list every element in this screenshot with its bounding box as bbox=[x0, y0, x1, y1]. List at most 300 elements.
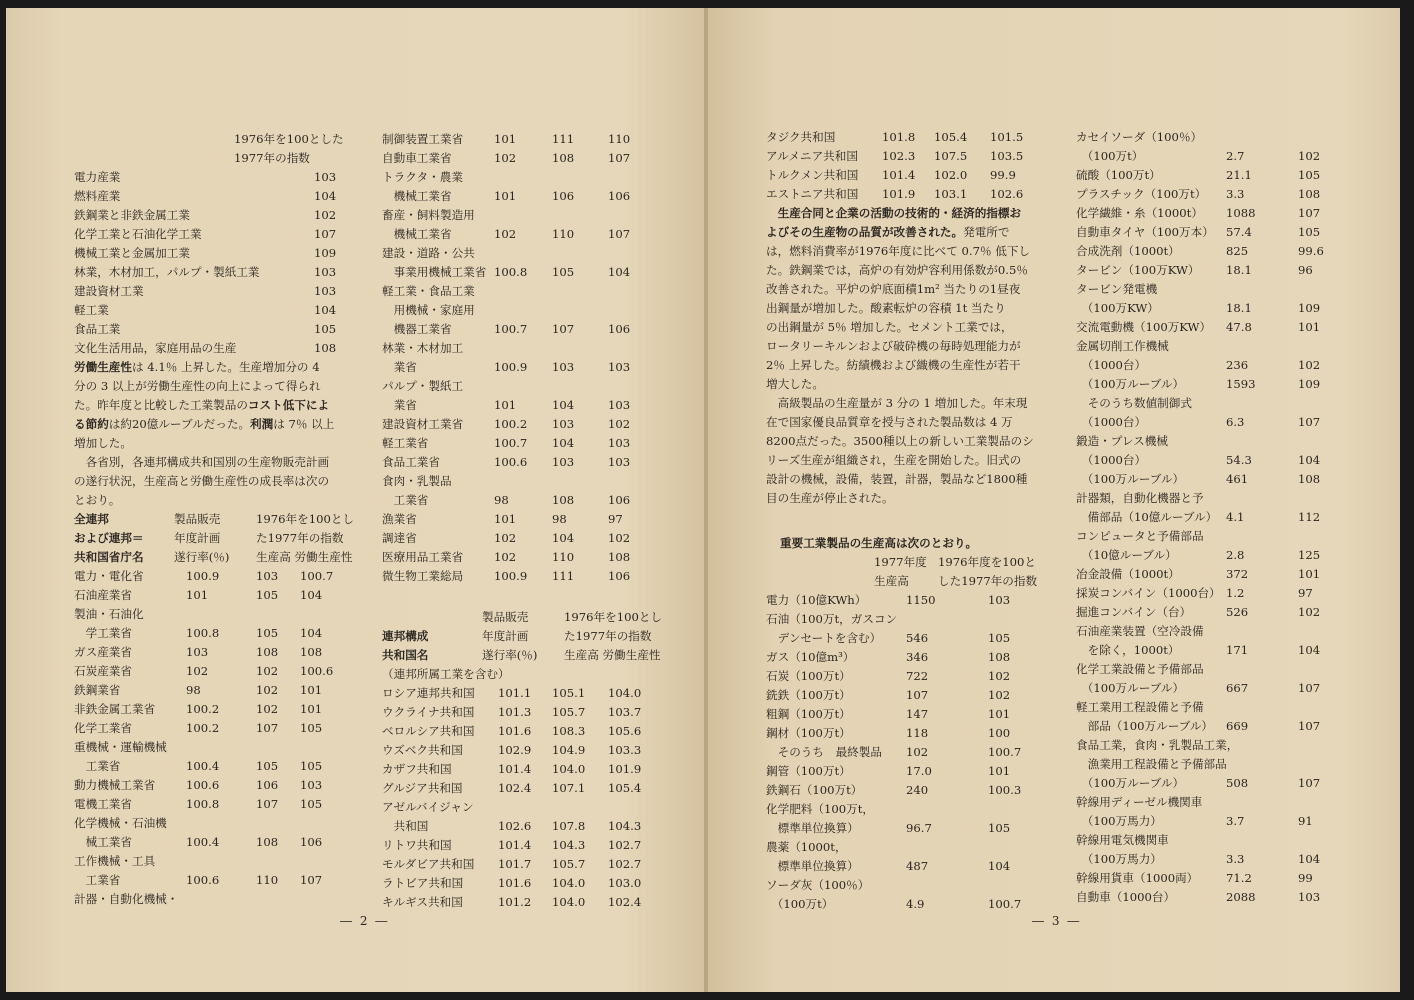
product-row bbox=[1076, 185, 1396, 204]
row-value: 101.9 bbox=[882, 187, 916, 201]
table-row bbox=[382, 548, 702, 567]
row-label: 部品（100万ルーブル） bbox=[1076, 719, 1214, 733]
row-label: 事業用機械工業省 bbox=[382, 265, 487, 279]
table-row bbox=[382, 282, 702, 301]
row-value: 108 bbox=[608, 550, 631, 564]
product-row bbox=[1076, 546, 1396, 565]
text-span: た。鉄鋼業では，高炉の有効炉容利用係数が0.5％ bbox=[766, 263, 1028, 277]
row-label: 機械工業と金属加工業 bbox=[74, 246, 190, 260]
text-span: 8200点だった。3500種以上の新しい工業製品のシ bbox=[766, 434, 1034, 448]
row-value: 105 bbox=[256, 588, 279, 602]
row-value: 106 bbox=[608, 569, 631, 583]
header-cell: 遂行率(％) bbox=[482, 648, 538, 662]
row-label: （100万KW） bbox=[1076, 301, 1159, 315]
product-row bbox=[1076, 261, 1396, 280]
table-row bbox=[382, 320, 702, 339]
row-value: 103 bbox=[552, 417, 575, 431]
row-value: 21.1 bbox=[1226, 168, 1252, 182]
row-value: 101.6 bbox=[498, 724, 532, 738]
index-row bbox=[74, 225, 394, 244]
table-row bbox=[382, 529, 702, 548]
row-label: 化学工業と石油化学工業 bbox=[74, 227, 202, 241]
row-label: 軽工業・食品工業 bbox=[382, 284, 475, 298]
row-label: そのうち数値制御式 bbox=[1076, 396, 1192, 410]
paragraph-line bbox=[766, 413, 1056, 432]
product-row bbox=[1076, 812, 1396, 831]
row-value: 105 bbox=[1298, 168, 1321, 182]
row-label: 非鉄金属工業省 bbox=[74, 702, 156, 716]
header-cell: 1976年度を100と bbox=[938, 555, 1037, 569]
row-value: 104 bbox=[988, 859, 1011, 873]
row-label: 漁業省 bbox=[382, 512, 417, 526]
row-value: 110 bbox=[256, 873, 279, 887]
text-span: 増大した。 bbox=[766, 377, 824, 391]
row-label: 粗鋼（100万t） bbox=[766, 707, 851, 721]
product-row bbox=[1076, 128, 1396, 147]
row-value: 103.1 bbox=[934, 187, 968, 201]
row-value: 105 bbox=[552, 265, 575, 279]
row-label: 軽工業 bbox=[74, 303, 109, 317]
row-value: 103 bbox=[988, 593, 1011, 607]
product-row bbox=[1076, 223, 1396, 242]
product-row bbox=[766, 724, 1086, 743]
row-label: 工業省 bbox=[382, 493, 429, 507]
row-value: 108 bbox=[300, 645, 323, 659]
row-value: 107 bbox=[1298, 415, 1321, 429]
row-value: 105 bbox=[314, 322, 337, 336]
row-label: ガス産業省 bbox=[74, 645, 132, 659]
table-row bbox=[382, 415, 702, 434]
row-label: 冶金設備（1000t） bbox=[1076, 567, 1180, 581]
product-row bbox=[766, 686, 1086, 705]
row-label: 電力（10億KWh） bbox=[766, 593, 867, 607]
row-value: 101 bbox=[988, 764, 1011, 778]
row-value: 104.3 bbox=[552, 838, 586, 852]
row-label: 医療用品工業省 bbox=[382, 550, 464, 564]
row-label: アゼルバイジャン bbox=[382, 800, 474, 814]
row-value: 17.0 bbox=[906, 764, 932, 778]
table-row bbox=[74, 662, 394, 681]
row-value: 372 bbox=[1226, 567, 1249, 581]
row-label: 工業省 bbox=[74, 873, 121, 887]
row-value: 102 bbox=[256, 664, 279, 678]
title-text: 重要工業製品の生産高は次のとおり。 bbox=[780, 536, 978, 550]
paragraph-line bbox=[74, 472, 364, 491]
product-row bbox=[766, 876, 1086, 895]
product-row bbox=[766, 838, 1086, 857]
product-row bbox=[1076, 299, 1396, 318]
paragraph-line bbox=[74, 377, 364, 396]
row-value: 108 bbox=[314, 341, 337, 355]
row-value: 108 bbox=[256, 835, 279, 849]
paragraph-line bbox=[766, 223, 1056, 242]
paragraph-line bbox=[766, 280, 1056, 299]
row-value: 105.7 bbox=[552, 705, 586, 719]
row-label: 自動車タイヤ（100万本） bbox=[1076, 225, 1214, 239]
row-label: ウズベク共和国 bbox=[382, 743, 463, 757]
product-row bbox=[1076, 774, 1396, 793]
row-value: 100.9 bbox=[186, 569, 220, 583]
paragraph-line bbox=[74, 358, 364, 377]
row-value: 4.9 bbox=[906, 897, 925, 911]
row-label: 林業，木材加工，パルプ・製紙工業 bbox=[74, 265, 260, 279]
table-row bbox=[382, 339, 702, 358]
row-value: 57.4 bbox=[1226, 225, 1252, 239]
page-3 bbox=[708, 8, 1400, 992]
row-label: 鉄鋼業と非鉄金属工業 bbox=[74, 208, 190, 222]
row-value: 105.7 bbox=[552, 857, 586, 871]
row-label: タジク共和国 bbox=[766, 130, 836, 144]
row-label: 掘進コンバイン（台） bbox=[1076, 605, 1192, 619]
row-value: 102 bbox=[988, 669, 1011, 683]
row-label: 自動車（1000台） bbox=[1076, 890, 1176, 904]
row-value: 100.2 bbox=[186, 721, 220, 735]
table-row bbox=[382, 149, 702, 168]
row-value: 104.3 bbox=[608, 819, 642, 833]
table-row bbox=[766, 147, 1086, 166]
bold-text: る節約 bbox=[74, 417, 109, 431]
row-value: 105 bbox=[300, 759, 323, 773]
row-label: 建設資材工業 bbox=[74, 284, 144, 298]
row-value: 103 bbox=[186, 645, 209, 659]
row-value: 103 bbox=[314, 170, 337, 184]
row-value: 96.7 bbox=[906, 821, 932, 835]
row-value: 102 bbox=[494, 550, 517, 564]
row-value: 109 bbox=[1298, 301, 1321, 315]
product-row bbox=[766, 648, 1086, 667]
table-row bbox=[74, 643, 394, 662]
index-row bbox=[74, 282, 394, 301]
row-value: 100.2 bbox=[186, 702, 220, 716]
row-value: 107 bbox=[256, 797, 279, 811]
row-label: グルジア共和国 bbox=[382, 781, 463, 795]
header-cell: 共和国省庁名 bbox=[74, 550, 144, 564]
table-row bbox=[382, 396, 702, 415]
product-row bbox=[1076, 432, 1396, 451]
product-row bbox=[1076, 565, 1396, 584]
row-value: 105 bbox=[256, 759, 279, 773]
row-value: 96 bbox=[1298, 263, 1313, 277]
row-label: 標準単位換算） bbox=[766, 859, 859, 873]
row-label: 幹線用電気機関車 bbox=[1076, 833, 1169, 847]
index-row bbox=[74, 187, 394, 206]
row-label: 械工業省 bbox=[74, 835, 132, 849]
header-cell: 生産高 bbox=[874, 574, 909, 588]
row-label: トラクタ・農業 bbox=[382, 170, 463, 184]
row-label: （100万馬力） bbox=[1076, 852, 1162, 866]
row-value: 100.4 bbox=[186, 835, 220, 849]
table-row bbox=[74, 814, 394, 833]
header-cell: 製品販売 bbox=[482, 610, 529, 624]
row-value: 97 bbox=[1298, 586, 1313, 600]
row-value: 526 bbox=[1226, 605, 1249, 619]
row-value: 101.2 bbox=[498, 895, 532, 909]
row-label: 微生物工業総局 bbox=[382, 569, 464, 583]
row-value: 240 bbox=[906, 783, 929, 797]
row-value: 3.3 bbox=[1226, 187, 1245, 201]
row-label: 業省 bbox=[382, 360, 417, 374]
row-value: 107 bbox=[1298, 719, 1321, 733]
product-row bbox=[1076, 166, 1396, 185]
row-value: 103.5 bbox=[990, 149, 1024, 163]
row-value: 100.8 bbox=[186, 797, 220, 811]
table-row bbox=[766, 166, 1086, 185]
table-row bbox=[74, 776, 394, 795]
product-row bbox=[1076, 869, 1396, 888]
row-value: 103.7 bbox=[608, 705, 642, 719]
row-value: 103 bbox=[608, 398, 631, 412]
row-value: 103 bbox=[256, 569, 279, 583]
row-value: 104 bbox=[300, 626, 323, 640]
paragraph-line bbox=[74, 396, 364, 415]
product-row bbox=[766, 762, 1086, 781]
row-value: 1150 bbox=[906, 593, 936, 607]
row-value: 102 bbox=[608, 531, 631, 545]
product-row bbox=[1076, 831, 1396, 850]
text-span: 分の 3 以上が労働生産性の向上によって得られ bbox=[74, 379, 321, 393]
row-value: 104 bbox=[314, 303, 337, 317]
row-value: 105.6 bbox=[608, 724, 642, 738]
row-label: 業省 bbox=[382, 398, 417, 412]
row-value: 104 bbox=[1298, 643, 1321, 657]
row-value: 107.1 bbox=[552, 781, 586, 795]
table-row bbox=[382, 510, 702, 529]
header-cell: 生産高 労働生産性 bbox=[256, 550, 353, 564]
row-label: 石炭産業省 bbox=[74, 664, 132, 678]
row-label: 機器工業省 bbox=[382, 322, 452, 336]
row-value: 100.6 bbox=[186, 778, 220, 792]
row-value: 104 bbox=[1298, 453, 1321, 467]
row-value: 105 bbox=[300, 797, 323, 811]
row-value: 4.1 bbox=[1226, 510, 1245, 524]
row-value: 102.0 bbox=[934, 168, 968, 182]
row-value: 111 bbox=[552, 132, 575, 146]
row-value: 102.9 bbox=[498, 743, 532, 757]
row-value: 1088 bbox=[1226, 206, 1256, 220]
row-value: 100.7 bbox=[988, 745, 1022, 759]
table-row bbox=[74, 757, 394, 776]
row-value: 101 bbox=[494, 512, 517, 526]
paragraph-line bbox=[766, 356, 1056, 375]
row-label: エストニア共和国 bbox=[766, 187, 859, 201]
page-number: ― 2 ― bbox=[340, 914, 390, 928]
table-row bbox=[382, 130, 702, 149]
row-label: タービン発電機 bbox=[1076, 282, 1158, 296]
row-value: 102 bbox=[988, 688, 1011, 702]
row-value: 546 bbox=[906, 631, 929, 645]
row-value: 101 bbox=[494, 398, 517, 412]
row-value: 102 bbox=[256, 702, 279, 716]
row-value: 103.0 bbox=[608, 876, 642, 890]
row-value: 107.8 bbox=[552, 819, 586, 833]
row-value: 100.9 bbox=[494, 360, 528, 374]
row-value: 100.6 bbox=[186, 873, 220, 887]
text-span: は 4.1％ 上昇した。生産増加分の 4 bbox=[131, 360, 320, 374]
row-label: （100万馬力） bbox=[1076, 814, 1162, 828]
row-value: 108 bbox=[256, 645, 279, 659]
row-value: 105 bbox=[988, 631, 1011, 645]
row-value: 487 bbox=[906, 859, 929, 873]
row-label: （100万ルーブル） bbox=[1076, 681, 1185, 695]
row-label: 学工業省 bbox=[74, 626, 132, 640]
bold-text: コスト低下によ bbox=[247, 398, 330, 412]
text-span: の出鋼量が 5％ 増加した。セメント工業では， bbox=[766, 320, 1013, 334]
row-value: 100.6 bbox=[300, 664, 334, 678]
header-cell: および連邦＝ bbox=[74, 531, 144, 545]
row-value: 102.6 bbox=[498, 819, 532, 833]
product-row bbox=[1076, 717, 1396, 736]
row-label: （100万ルーブル） bbox=[1076, 377, 1185, 391]
row-value: 101 bbox=[494, 189, 517, 203]
row-label: 動力機械工業省 bbox=[74, 778, 156, 792]
table-row bbox=[382, 798, 702, 817]
row-value: 102 bbox=[1298, 605, 1321, 619]
row-label: （1000台） bbox=[1076, 453, 1147, 467]
row-value: 104 bbox=[314, 189, 337, 203]
row-label: （10億ルーブル） bbox=[1076, 548, 1177, 562]
row-value: 107 bbox=[1298, 776, 1321, 790]
header-cell: した1977年の指数 bbox=[938, 574, 1038, 588]
product-row bbox=[1076, 451, 1396, 470]
row-value: 102.4 bbox=[498, 781, 532, 795]
row-value: 108.3 bbox=[552, 724, 586, 738]
row-label: 採炭コンバイン（1000台） bbox=[1076, 586, 1221, 600]
row-value: 110 bbox=[552, 227, 575, 241]
row-value: 104.9 bbox=[552, 743, 586, 757]
table-row bbox=[74, 700, 394, 719]
row-value: 100.8 bbox=[494, 265, 528, 279]
paragraph-line bbox=[766, 242, 1056, 261]
table-row bbox=[382, 893, 702, 912]
row-value: 101.6 bbox=[498, 876, 532, 890]
table-row bbox=[766, 185, 1086, 204]
row-value: 100.3 bbox=[988, 783, 1022, 797]
row-value: 102 bbox=[608, 417, 631, 431]
row-label: トルクメン共和国 bbox=[766, 168, 859, 182]
row-value: 102 bbox=[256, 683, 279, 697]
table-row bbox=[74, 890, 394, 909]
product-row bbox=[1076, 850, 1396, 869]
row-label: ロシア連邦共和国 bbox=[382, 686, 475, 700]
product-row bbox=[1076, 622, 1396, 641]
row-label: ベロルシア共和国 bbox=[382, 724, 475, 738]
header-cell: 1976年を100とし bbox=[564, 610, 663, 624]
row-value: 118 bbox=[906, 726, 929, 740]
row-value: 101 bbox=[300, 702, 323, 716]
header-cell: た1977年の指数 bbox=[256, 531, 344, 545]
product-row bbox=[1076, 888, 1396, 907]
row-value: 104 bbox=[300, 588, 323, 602]
row-value: 104.0 bbox=[552, 762, 586, 776]
product-row bbox=[1076, 508, 1396, 527]
text-span: 各省別，各連邦構成共和国別の生産物販売計画 bbox=[74, 455, 330, 469]
row-value: 18.1 bbox=[1226, 263, 1252, 277]
row-value: 669 bbox=[1226, 719, 1249, 733]
row-label: 化学繊維・糸（1000t） bbox=[1076, 206, 1203, 220]
row-value: 101.5 bbox=[990, 130, 1024, 144]
row-label: リトワ共和国 bbox=[382, 838, 452, 852]
row-label: 軽工業省 bbox=[382, 436, 429, 450]
row-value: 236 bbox=[1226, 358, 1249, 372]
table-row bbox=[382, 434, 702, 453]
row-label: 軽工業用工程設備と予備 bbox=[1076, 700, 1204, 714]
row-value: 2088 bbox=[1226, 890, 1256, 904]
row-value: 107 bbox=[1298, 681, 1321, 695]
row-value: 108 bbox=[552, 493, 575, 507]
row-value: 104.0 bbox=[552, 876, 586, 890]
row-value: 102.7 bbox=[608, 857, 642, 871]
table-row bbox=[74, 624, 394, 643]
header-cell: 遂行率(％) bbox=[174, 550, 230, 564]
row-value: 105 bbox=[1298, 225, 1321, 239]
row-value: 102.4 bbox=[608, 895, 642, 909]
row-label: 石油産業省 bbox=[74, 588, 132, 602]
row-label: 林業・木材加工 bbox=[382, 341, 464, 355]
row-value: 102 bbox=[1298, 358, 1321, 372]
product-row bbox=[1076, 394, 1396, 413]
header-cell: 1976年を100とし bbox=[256, 512, 355, 526]
row-value: 107 bbox=[552, 322, 575, 336]
paragraph-line bbox=[766, 394, 1056, 413]
row-value: 108 bbox=[552, 151, 575, 165]
product-row bbox=[766, 895, 1086, 914]
product-row bbox=[766, 857, 1086, 876]
row-label: パルプ・製紙工 bbox=[382, 379, 464, 393]
row-label: カザフ共和国 bbox=[382, 762, 452, 776]
paragraph-line bbox=[766, 375, 1056, 394]
row-label: 化学工業省 bbox=[74, 721, 132, 735]
product-row bbox=[1076, 337, 1396, 356]
table-row bbox=[382, 301, 702, 320]
row-value: 106 bbox=[608, 189, 631, 203]
product-row bbox=[1076, 584, 1396, 603]
row-value: 99.9 bbox=[990, 168, 1016, 182]
row-label: 機械工業省 bbox=[382, 189, 452, 203]
table-row bbox=[382, 836, 702, 855]
row-label: 鍛造・プレス機械 bbox=[1076, 434, 1168, 448]
row-value: 98 bbox=[186, 683, 201, 697]
product-row bbox=[766, 629, 1086, 648]
product-row bbox=[1076, 679, 1396, 698]
paragraph-line bbox=[766, 470, 1056, 489]
table-row bbox=[74, 719, 394, 738]
product-row bbox=[1076, 641, 1396, 660]
row-value: 107 bbox=[906, 688, 929, 702]
product-row bbox=[766, 781, 1086, 800]
product-row bbox=[1076, 242, 1396, 261]
text-span: 発電所で bbox=[963, 225, 1010, 239]
row-value: 71.2 bbox=[1226, 871, 1252, 885]
text-span: リーズ生産が組織され，生産を開始した。旧式の bbox=[766, 453, 1022, 467]
table-row bbox=[382, 741, 702, 760]
row-label: 備部品（10億ルーブル） bbox=[1076, 510, 1218, 524]
row-label: 燃料産業 bbox=[74, 189, 121, 203]
row-value: 101 bbox=[186, 588, 209, 602]
product-row bbox=[1076, 603, 1396, 622]
row-value: 100.7 bbox=[494, 322, 528, 336]
row-label: 機械工業省 bbox=[382, 227, 452, 241]
row-value: 722 bbox=[906, 669, 929, 683]
row-value: 101 bbox=[494, 132, 517, 146]
bold-text: 生産合同と企業の活動の技術的・経済的指標お bbox=[766, 206, 1022, 220]
table-row bbox=[382, 377, 702, 396]
paragraph-line bbox=[766, 451, 1056, 470]
row-value: 108 bbox=[1298, 472, 1321, 486]
row-value: 111 bbox=[552, 569, 575, 583]
table-row bbox=[382, 703, 702, 722]
row-value: 107 bbox=[608, 151, 631, 165]
row-label: 食品工業，食肉・乳製品工業， bbox=[1076, 738, 1239, 752]
